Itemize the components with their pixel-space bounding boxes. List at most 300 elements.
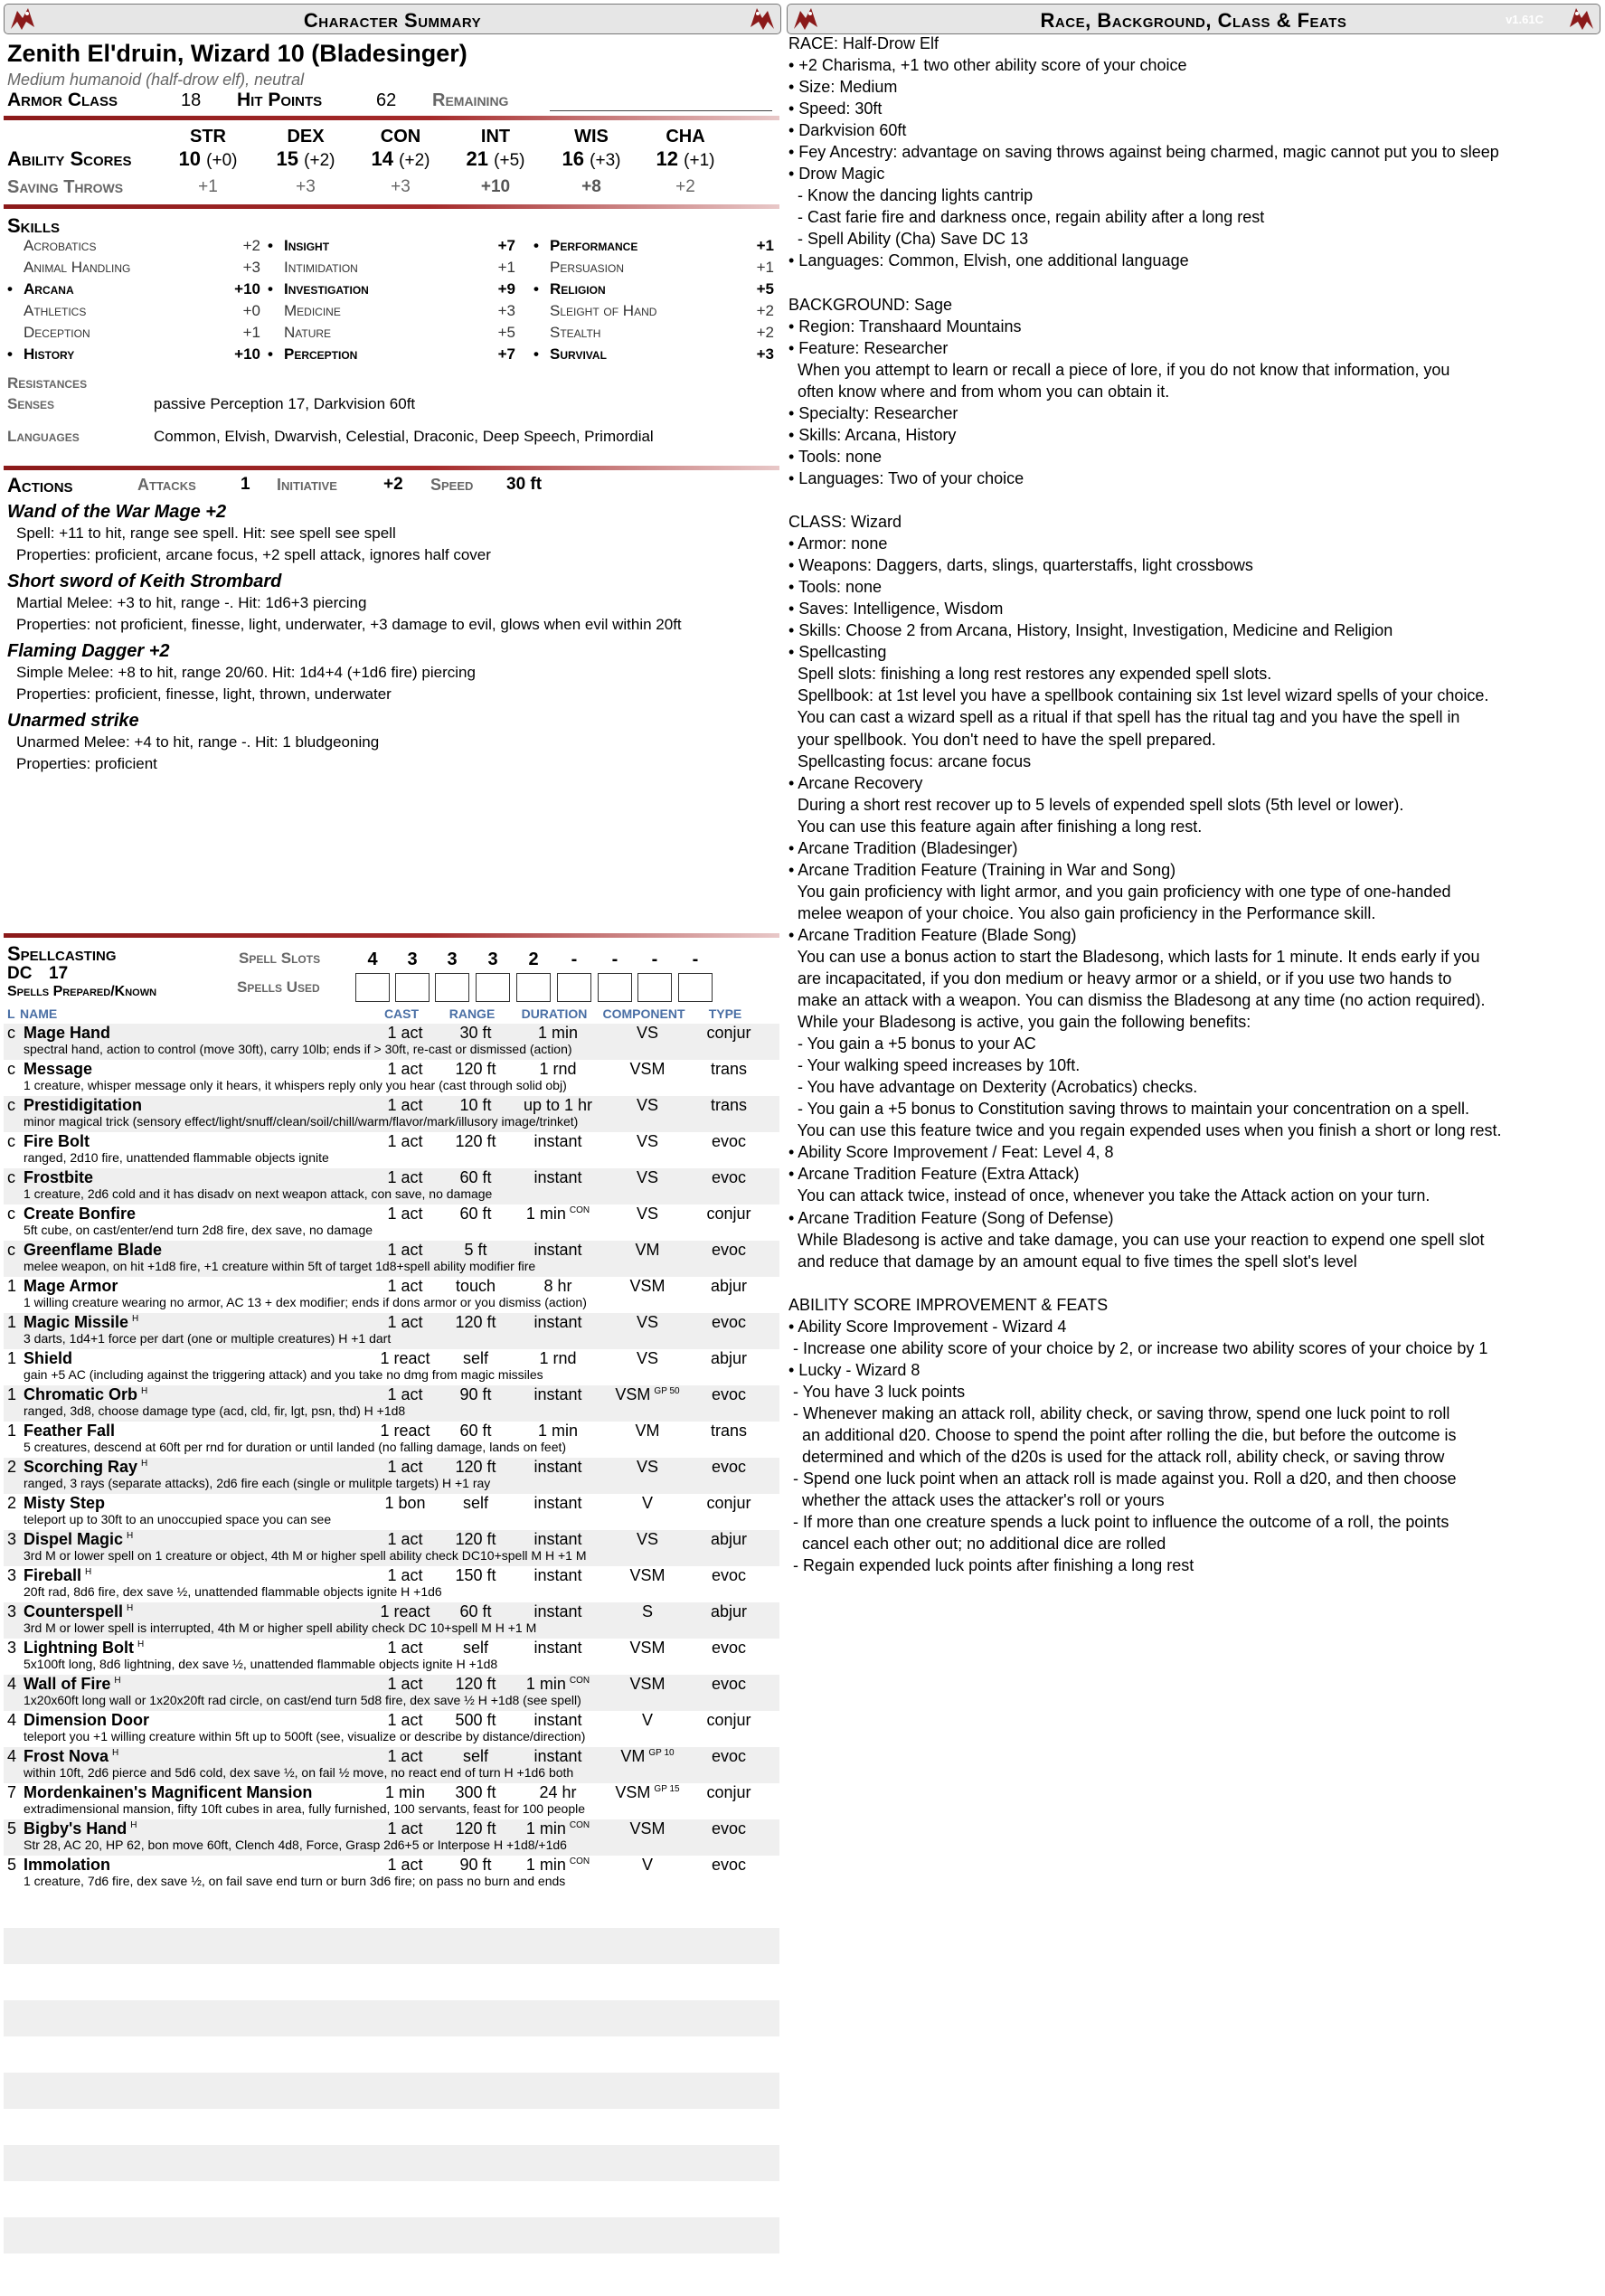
spell-higher-level-tag: H <box>130 1820 137 1830</box>
remaining-field[interactable] <box>550 110 772 111</box>
ability-modifier: (+2) <box>304 151 335 170</box>
spell-name-cell <box>24 1024 110 1043</box>
spell-duration-cell <box>514 1349 602 1368</box>
spell-slot-count: - <box>611 950 618 969</box>
skill-value: +10 <box>234 280 260 298</box>
spell-col-header-name: NAME <box>20 1006 58 1021</box>
skill-value: +9 <box>497 280 515 298</box>
skill-value: +0 <box>242 302 260 319</box>
spell-level: 3 <box>7 1639 17 1657</box>
spell-component-cell <box>606 1494 689 1513</box>
weapon-block <box>7 641 776 705</box>
spell-row <box>4 1602 779 1639</box>
dragon-icon <box>748 5 777 33</box>
spell-description: gain +5 AC (including against the triggering attack) and you take no dmg from magic missiles <box>24 1367 543 1382</box>
spell-slot-count: - <box>571 950 578 969</box>
spell-level: 3 <box>7 1602 17 1620</box>
spell-name: Immolation <box>24 1856 111 1874</box>
spell-name-cell <box>24 1566 91 1585</box>
spell-name-cell <box>24 1711 149 1730</box>
skills-label: Skills <box>7 214 61 237</box>
spell-row <box>4 1639 779 1675</box>
spell-school: trans <box>710 1096 748 1114</box>
spell-name: Create Bonfire <box>24 1205 137 1223</box>
spell-cast-time: 1 act <box>387 1639 423 1657</box>
skill-row <box>7 345 260 367</box>
spell-school: conjur <box>706 1783 751 1801</box>
spell-component-cell <box>606 1783 689 1802</box>
spell-description: melee weapon, on hit +1d8 fire, +1 creature within 5ft of target 1d8+spell ability modifier fire <box>24 1259 536 1273</box>
ability-name: CON <box>380 127 421 146</box>
skill-name: Medicine <box>284 302 341 319</box>
spell-duration: instant <box>533 1132 582 1150</box>
skill-name: Athletics <box>24 302 87 319</box>
blank-spell-row <box>4 2000 779 2036</box>
spell-component: S <box>641 1602 653 1620</box>
spell-duration: 1 min <box>525 1675 566 1693</box>
spell-description: ranged, 2d10 fire, unattended flammable objects ignite <box>24 1150 329 1165</box>
weapon-block <box>7 502 776 566</box>
spell-cast-time: 1 react <box>380 1349 430 1367</box>
spell-slot-count: 3 <box>487 950 498 969</box>
spell-cast-time: 1 act <box>387 1096 423 1114</box>
spell-name-cell <box>24 1856 110 1875</box>
spell-duration-cell <box>514 1747 602 1766</box>
skill-value: +7 <box>497 345 515 363</box>
spell-level: c <box>7 1241 15 1259</box>
spell-cast-time: 1 act <box>387 1132 423 1150</box>
spell-description: Str 28, AC 20, HP 62, bon move 60ft, Clench 4d8, Force, Grasp 2d6+5 or Interpose H +1d8/+1d6 <box>24 1838 567 1852</box>
spell-component: V <box>641 1711 653 1729</box>
spell-name-cell <box>24 1385 147 1404</box>
attacks-label: Attacks <box>137 476 196 494</box>
spell-name: Prestidigitation <box>24 1096 143 1114</box>
spell-component-cell <box>606 1856 689 1875</box>
spell-row <box>4 1349 779 1385</box>
spell-level: c <box>7 1024 15 1042</box>
skill-name: Investigation <box>284 280 369 298</box>
spell-name-cell <box>24 1783 312 1802</box>
skill-name: Insight <box>284 237 330 254</box>
ac-label: Armor Class <box>7 90 118 110</box>
spell-name: Bigby's Hand <box>24 1819 127 1838</box>
ability-name: WIS <box>574 127 609 146</box>
skill-value: +3 <box>242 259 260 276</box>
spell-school: evoc <box>711 1385 747 1403</box>
spell-component-cell <box>606 1819 689 1838</box>
spell-cast-time: 1 act <box>387 1566 423 1584</box>
skill-row <box>268 345 515 367</box>
skill-proficiency-dot: • <box>268 345 273 363</box>
spell-component: VS <box>636 1458 658 1476</box>
spell-range: 120 ft <box>455 1819 496 1838</box>
spell-school: evoc <box>711 1313 747 1331</box>
dragon-icon <box>1567 5 1596 33</box>
spell-description: 3 darts, 1d4+1 force per dart (one or multiple creatures) H +1 dart <box>24 1331 392 1346</box>
spellcasting-label: Spellcasting <box>7 942 117 965</box>
concentration-tag: CON <box>569 1676 590 1686</box>
spell-duration: 1 min <box>525 1819 566 1838</box>
right-header-title: Race, Background, Class & Feats <box>1040 9 1347 32</box>
skill-value: +1 <box>756 237 774 254</box>
spell-name-cell <box>24 1747 118 1766</box>
spell-level: 1 <box>7 1313 17 1331</box>
spell-range: 300 ft <box>455 1783 496 1801</box>
ability-score-line <box>346 147 455 171</box>
spell-school: evoc <box>711 1132 747 1150</box>
spell-range: 60 ft <box>459 1422 492 1440</box>
spell-school: evoc <box>711 1747 747 1765</box>
skill-name: Nature <box>284 324 332 341</box>
spell-component: VS <box>636 1530 658 1548</box>
skill-value: +2 <box>756 302 774 319</box>
spell-component-cell <box>606 1024 689 1043</box>
spell-component: V <box>641 1856 653 1874</box>
spell-range: 500 ft <box>455 1711 496 1729</box>
skill-name: Deception <box>24 324 90 341</box>
spell-name-cell <box>24 1277 118 1296</box>
weapon-properties-line: Properties: not proficient, finesse, light, underwater, +3 damage to evil, glows when evil within 20ft <box>16 616 682 633</box>
spell-higher-level-tag: H <box>141 1386 148 1396</box>
skill-proficiency-dot: • <box>268 237 273 254</box>
skill-name: Survival <box>550 345 607 363</box>
spell-cast-time: 1 act <box>387 1205 423 1223</box>
spell-school: evoc <box>711 1241 747 1259</box>
skill-row <box>533 280 774 302</box>
spell-component: VM <box>635 1422 660 1440</box>
skill-value: +5 <box>756 280 774 298</box>
actions-label: Actions <box>7 474 73 496</box>
skill-row <box>7 237 260 259</box>
spell-duration: instant <box>533 1711 582 1729</box>
blank-spell-row <box>4 2073 779 2109</box>
initiative-value: +2 <box>383 475 403 494</box>
spell-duration: instant <box>533 1458 582 1476</box>
spell-component: VSM <box>629 1675 666 1693</box>
spell-duration-cell <box>514 1639 602 1658</box>
spell-description: teleport up to 30ft to an unoccupied space you can see <box>24 1512 332 1526</box>
spell-school: abjur <box>710 1277 748 1295</box>
spell-description: 5x100ft long, 8d6 lightning, dex save ½, unattended flammable objects ignite H +1d8 <box>24 1657 498 1671</box>
spell-level: 1 <box>7 1422 17 1440</box>
ability-score: 15 <box>276 147 299 170</box>
spell-name-cell <box>24 1675 121 1694</box>
spell-name: Shield <box>24 1349 73 1367</box>
skill-name: Performance <box>550 237 638 254</box>
ability-score: 14 <box>371 147 394 170</box>
spell-used-box[interactable] <box>557 973 591 1002</box>
spell-cast-time: 1 act <box>387 1385 423 1403</box>
spell-name: Dispel Magic <box>24 1530 124 1548</box>
spell-row <box>4 1168 779 1205</box>
spell-row <box>4 1819 779 1856</box>
weapon-block <box>7 711 776 775</box>
spell-component: VS <box>636 1096 658 1114</box>
spell-school: trans <box>710 1422 748 1440</box>
spell-higher-level-tag: H <box>127 1531 134 1541</box>
spell-component-cell <box>606 1349 689 1368</box>
spell-used-box[interactable] <box>678 973 713 1002</box>
spell-used-box[interactable] <box>476 973 510 1002</box>
spell-name-cell <box>24 1602 133 1621</box>
skill-row <box>7 280 260 302</box>
spell-used-box[interactable] <box>637 973 672 1002</box>
spell-name-cell <box>24 1060 92 1079</box>
spell-duration-cell <box>514 1205 602 1224</box>
spell-description: 1x20x60ft long wall or 1x20x20ft rad circle, on cast/end turn 5d8 fire, dex save ½ H +1d8 (see spell) <box>24 1693 581 1707</box>
saving-throw-value: +1 <box>198 177 218 196</box>
spell-cast-time: 1 react <box>380 1602 430 1620</box>
spell-school: abjur <box>710 1349 748 1367</box>
skill-value: +5 <box>497 324 515 341</box>
character-name: Zenith El'druin, Wizard 10 (Bladesinger) <box>7 40 467 67</box>
remaining-label: Remaining <box>432 90 509 110</box>
spell-component-cell <box>606 1602 689 1621</box>
spell-range: 60 ft <box>459 1168 492 1186</box>
section-rule <box>4 116 779 120</box>
spell-school: evoc <box>711 1168 747 1186</box>
skill-name: Religion <box>550 280 606 298</box>
spell-range: 60 ft <box>459 1602 492 1620</box>
spell-name-cell <box>24 1530 133 1549</box>
spell-duration: instant <box>533 1313 582 1331</box>
spell-slot-count: 3 <box>407 950 418 969</box>
weapon-properties-line: Properties: proficient <box>16 755 157 772</box>
spell-duration: instant <box>533 1639 582 1657</box>
spell-school: evoc <box>711 1856 747 1874</box>
ability-modifier: (+5) <box>494 151 525 170</box>
skill-row <box>533 324 774 345</box>
senses-value: passive Perception 17, Darkvision 60ft <box>154 395 416 412</box>
spells-used-label: Spells Used <box>237 978 320 996</box>
spell-component-cell <box>606 1241 689 1260</box>
spell-duration-cell <box>514 1313 602 1332</box>
spell-description: 1 creature, 2d6 cold and it has disadv on next weapon attack, con save, no damage <box>24 1186 493 1201</box>
initiative-label: Initiative <box>277 476 337 494</box>
spell-cast-time: 1 bon <box>384 1494 426 1512</box>
spell-duration-cell <box>514 1494 602 1513</box>
skill-proficiency-dot: • <box>533 280 539 298</box>
spell-description: 5ft cube, on cast/enter/end turn 2d8 fire, dex save, no damage <box>24 1223 373 1237</box>
ability-score-line <box>537 147 646 171</box>
blank-spell-row <box>4 2217 779 2253</box>
section-rule <box>4 204 779 209</box>
spell-name: Counterspell <box>24 1602 124 1620</box>
skill-row <box>7 302 260 324</box>
spell-school: evoc <box>711 1675 747 1693</box>
spell-higher-level-tag: H <box>127 1603 134 1613</box>
spell-slot-count: - <box>651 950 658 969</box>
spell-component: VS <box>636 1313 658 1331</box>
spell-description: 5 creatures, descend at 60ft per rnd for duration or until landed (no falling damage, lands on feet) <box>24 1440 567 1454</box>
spell-component-cell <box>606 1711 689 1730</box>
spell-component-cell <box>606 1060 689 1079</box>
spell-duration: instant <box>533 1747 582 1765</box>
spell-row <box>4 1566 779 1602</box>
spell-duration: instant <box>533 1530 582 1548</box>
spell-component: VSM <box>615 1385 651 1403</box>
ability-modifier: (+0) <box>206 151 238 170</box>
skill-value: +3 <box>756 345 774 363</box>
skill-row <box>533 345 774 367</box>
ability-modifier: (+3) <box>590 151 621 170</box>
spell-cast-time: 1 act <box>387 1060 423 1078</box>
spell-description: 1 willing creature wearing no armor, AC 13 + dex modifier; ends if dons armor or you dismiss (action) <box>24 1295 587 1309</box>
skill-value: +2 <box>756 324 774 341</box>
spell-school: evoc <box>711 1566 747 1584</box>
prepared-label: Spells Prepared/Known <box>7 984 157 999</box>
spell-slot-count: 2 <box>528 950 539 969</box>
spell-school: trans <box>710 1060 748 1078</box>
skill-row <box>268 259 515 280</box>
resistances-label: Resistances <box>7 374 88 392</box>
spell-component: VS <box>636 1024 658 1042</box>
spell-name: Lightning Bolt <box>24 1639 134 1657</box>
spell-row <box>4 1132 779 1168</box>
spell-school: conjur <box>706 1711 751 1729</box>
spell-used-box[interactable] <box>355 973 390 1002</box>
spell-duration: instant <box>533 1241 582 1259</box>
weapon-block <box>7 572 776 636</box>
weapon-list <box>7 502 776 780</box>
version-label: v1.61C <box>1506 13 1544 26</box>
ability-modifier: (+2) <box>399 151 430 170</box>
spell-component-cell <box>606 1096 689 1115</box>
spell-duration-cell <box>514 1819 602 1838</box>
spell-component-cell <box>606 1313 689 1332</box>
spell-name-cell <box>24 1819 137 1838</box>
spell-used-box[interactable] <box>395 973 430 1002</box>
spell-component-cell <box>606 1277 689 1296</box>
spell-row <box>4 1313 779 1349</box>
spell-component: V <box>641 1494 653 1512</box>
spell-row <box>4 1205 779 1241</box>
spell-duration: 1 min <box>537 1024 578 1042</box>
spell-name: Frostbite <box>24 1168 94 1186</box>
spell-cast-time: 1 act <box>387 1856 423 1874</box>
spell-row <box>4 1530 779 1566</box>
weapon-name: Unarmed strike <box>7 711 139 731</box>
saving-throw-value: +3 <box>296 177 316 196</box>
spell-component: VSM <box>615 1783 651 1801</box>
spell-school: conjur <box>706 1205 751 1223</box>
ability-score: 12 <box>656 147 679 170</box>
spell-duration: 1 rnd <box>539 1060 577 1078</box>
spell-description: spectral hand, action to control (move 30ft), carry 10lb; ends if > 30ft, re-cast or dismissed (action) <box>24 1042 572 1056</box>
ac-value: 18 <box>181 90 202 110</box>
ability-name: CHA <box>666 127 705 146</box>
spell-cast-time: 1 act <box>387 1241 423 1259</box>
spell-row <box>4 1024 779 1060</box>
left-header-bar <box>4 4 781 34</box>
skill-row <box>268 237 515 259</box>
spell-component: VS <box>636 1168 658 1186</box>
skill-value: +2 <box>242 237 260 254</box>
spell-name-cell <box>24 1132 90 1151</box>
spell-dc-label: DC <box>7 964 33 983</box>
spell-range: touch <box>455 1277 496 1295</box>
spell-row <box>4 1060 779 1096</box>
ability-score: 21 <box>466 147 489 170</box>
saving-throws-label: Saving Throws <box>7 177 124 197</box>
spell-name-cell <box>24 1168 93 1187</box>
spell-name: Dimension Door <box>24 1711 150 1729</box>
spell-name: Mordenkainen's Magnificent Mansion <box>24 1783 313 1801</box>
spell-description: teleport you +1 willing creature within 5ft up to 500ft (see, visualize or describe by distance/direction) <box>24 1729 586 1743</box>
attacks-value: 1 <box>241 475 250 494</box>
spell-name-cell <box>24 1458 147 1477</box>
weapon-name: Short sword of Keith Strombard <box>7 572 282 591</box>
spell-component-cell <box>606 1530 689 1549</box>
spell-row <box>4 1711 779 1747</box>
spell-description: within 10ft, 2d6 pierce and 5d6 cold, dex save ½, on fail ½ move, no react end of turn H +1d6 both <box>24 1765 574 1780</box>
weapon-properties-line: Properties: proficient, arcane focus, +2 spell attack, ignores half cover <box>16 546 491 563</box>
spell-row <box>4 1675 779 1711</box>
spell-row <box>4 1458 779 1494</box>
spell-range: self <box>462 1349 488 1367</box>
spell-col-header-type: TYPE <box>708 1006 742 1021</box>
skill-name: Intimidation <box>284 259 358 276</box>
blank-spell-row <box>4 1928 779 1964</box>
spell-name: Feather Fall <box>24 1422 116 1440</box>
spell-duration-cell <box>514 1060 602 1079</box>
spell-cast-time: 1 act <box>387 1458 423 1476</box>
ability-name: STR <box>190 127 226 146</box>
skill-value: +1 <box>242 324 260 341</box>
spell-duration: 1 min <box>525 1856 566 1874</box>
race-background-class-feats-text: RACE: Half-Drow Elf • +2 Charisma, +1 two other ability score of your choice • Size: Medium • Speed: 30ft • Darkvision 60ft • Fey Ancestry: advantage on saving throws against being charmed, magic cannot put you to sleep • Drow Magic - Know the dancing lights cantrip - Cast farie fire and darkness once, regain ability after a long rest - Spell Ability (Cha) Save DC 13 • Languages: Common, Elvish, one additional language BACKGROUND: Sage • Region: Transhaard Mountains • Feature: Researcher When you attempt to learn or recall a piece of lore, if you do not know that information, you often know where and from whom you can obtain it. • Specialty: Researcher • Skills: Arcana, History • Tools: none • Languages: Two of your choice CLASS: Wizard • Armor: none • Weapons: Daggers, darts, slings, quarterstaffs, light crossbows • Tools: none • Saves: Intelligence, Wisdom • Skills: Choose 2 from Arcana, History, Insight, Investigation, Medicine and Religion • Spellcasting Spell slots: finishing a long rest restores any expended spell slots. Spellbook: at 1st level you have a spellbook containing six 1st level wizard spells of your choice. You can cast a wizard spell as a ritual if that spell has the ritual tag and you have the spell in your spellbook. You don't need to have the spell prepared. Spellcasting focus: arcane focus • Arcane Recovery During a short rest recover up to 5 levels of expended spell slots (5th level or lower). You can use this feature again after finishing a long rest. • Arcane Tradition (Bladesinger) • Arcane Tradition Feature (Training in War and Song) You gain proficiency with light armor, and you gain proficiency with one type of one-handed melee weapon of your choice. You also gain proficiency in the Performance skill. • Arcane Tradition Feature (Blade Song) You can use a bonus action to start the Bladesong, which lasts for 1 minute. It ends early if you are incapacitated, if you don medium or heavy armor or a shield, or if you use two hands to make an attack with a weapon. You can dismiss the Bladesong at any time (no action required). While your Bladesong is active, you gain the following benefits: - You gain a +5 bonus to your AC - Your walking speed increases by 10ft. - You have advantage on Dexterity (Acrobatics) checks. - You gain a +5 bonus to Constitution saving throws to maintain your concentration on a spell. You can use this feature twice and you regain expended uses when you finish a short or long rest. • Ability Score Improvement / Feat: Level 4, 8 • Arcane Tradition Feature (Extra Attack) You can attack twice, instead of once, whenever you take the Attack action on your turn. • Arcane Tradition Feature (Song of Defense) While Bladesong is active and take damage, you can use your reaction to expend one spell slot and reduce that damage by an amount equal to five times the spell slot's level ABILITY SCORE IMPROVEMENT & FEATS • Ability Score Improvement - Wizard 4 - Increase one ability score of your choice by 2, or increase two ability scores of your choice by 1 • Lucky - Wizard 8 - You have 3 luck points - Whenever making an attack roll, ability check, or saving throw, spend one luck point to roll an additional d20. Choose to spend the point after rolling the die, but before the outcome is determined and which of the d20s is used for the attack roll, ability check, or saving throw - Spend one luck point when an attack roll is made against you. Roll a d20, and then choose whether the attack uses the attacker's roll or yours - If more than one creature spends a luck point to influence the outcome of a roll, the points cancel each other out; no additional dice are rolled - Regain expended luck points after finishing a long rest <box>788 34 1502 1575</box>
spell-range: 10 ft <box>459 1096 492 1114</box>
spell-cast-time: 1 act <box>387 1819 423 1838</box>
spell-used-box[interactable] <box>435 973 469 1002</box>
spell-name-cell <box>24 1241 162 1260</box>
spell-range: 5 ft <box>464 1241 487 1259</box>
spell-range: 120 ft <box>455 1313 496 1331</box>
spell-cast-time: 1 act <box>387 1747 423 1765</box>
spell-col-header-range: RANGE <box>448 1006 496 1021</box>
spell-dc-value: 17 <box>49 964 69 983</box>
saving-throw-value: +3 <box>391 177 411 196</box>
spell-level: c <box>7 1132 15 1150</box>
spell-name: Fire Bolt <box>24 1132 90 1150</box>
spell-component: VSM <box>629 1566 666 1584</box>
spell-level: c <box>7 1205 15 1223</box>
spell-description: 20ft rad, 8d6 fire, dex save ½, unattended flammable objects ignite H +1d6 <box>24 1584 442 1599</box>
spell-row <box>4 1096 779 1132</box>
spell-component-cell <box>606 1168 689 1187</box>
spell-range: self <box>462 1494 488 1512</box>
spell-cast-time: 1 act <box>387 1675 423 1693</box>
spell-duration-cell <box>514 1711 602 1730</box>
spell-range: 90 ft <box>459 1856 492 1874</box>
spell-description: minor magical trick (sensory effect/light/snuff/clean/soil/chill/warm/flavor/mark/illusory image/trinket) <box>24 1114 579 1129</box>
spell-name-cell <box>24 1349 72 1368</box>
spell-duration-cell <box>514 1024 602 1043</box>
spell-duration: 8 hr <box>543 1277 572 1295</box>
spell-col-header-component: COMPONENT <box>602 1006 685 1021</box>
gold-cost-tag: GP 15 <box>654 1784 680 1794</box>
spell-description: 3rd M or lower spell on 1 creature or object, 4th M or higher spell ability check DC10+spell M H +1 M <box>24 1548 587 1563</box>
spell-name-cell <box>24 1639 144 1658</box>
spell-component-cell <box>606 1385 689 1404</box>
spell-used-box[interactable] <box>598 973 632 1002</box>
skill-row <box>268 302 515 324</box>
spell-duration-cell <box>514 1168 602 1187</box>
spell-cast-time: 1 act <box>387 1168 423 1186</box>
spell-school: evoc <box>711 1458 747 1476</box>
skill-name: Acrobatics <box>24 237 97 254</box>
spell-used-box[interactable] <box>516 973 551 1002</box>
